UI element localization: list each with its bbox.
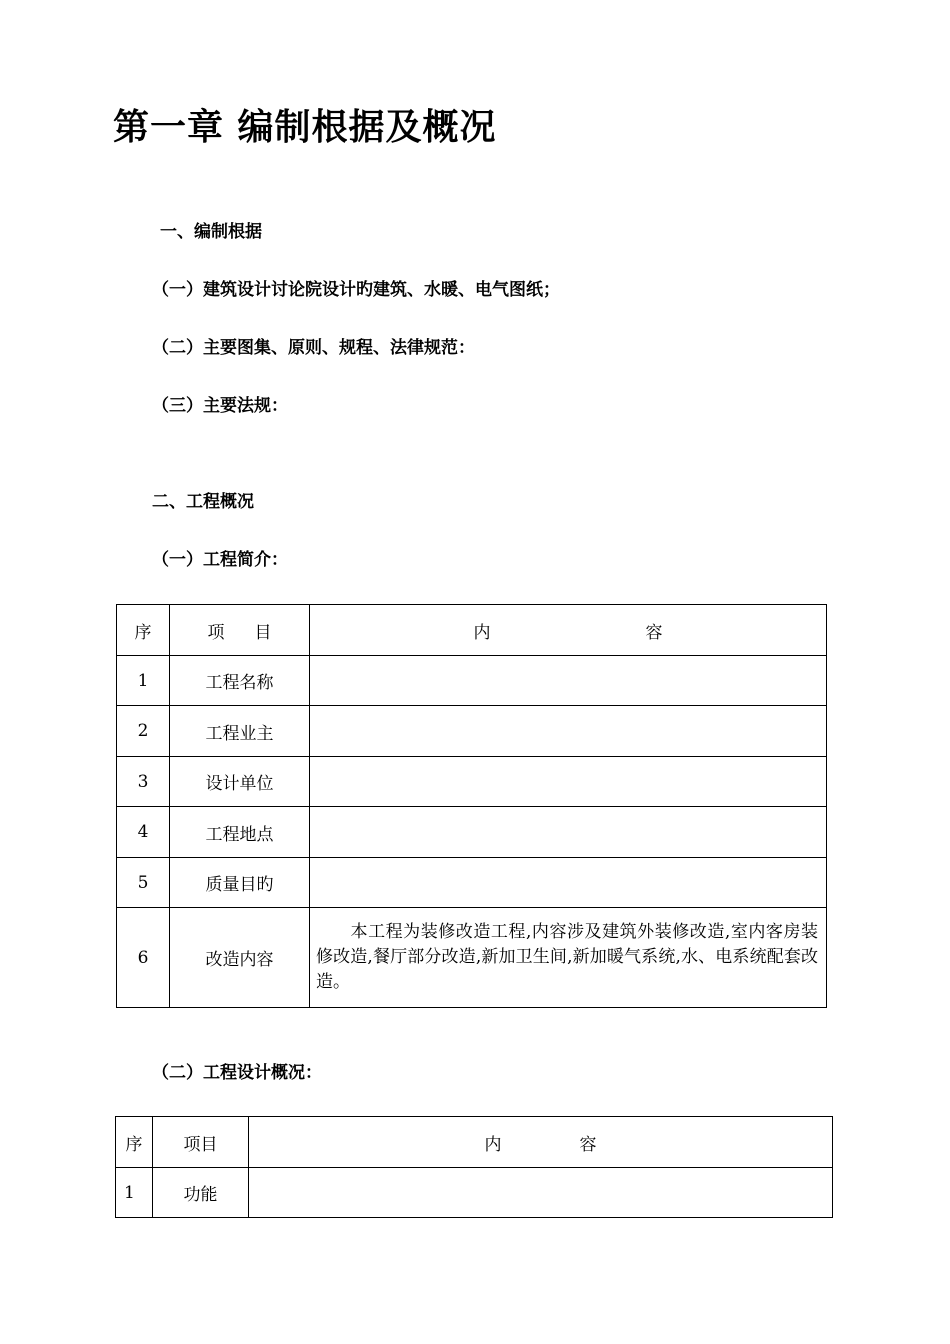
- row-content: [310, 807, 827, 858]
- row-item: 改造内容: [170, 908, 310, 1008]
- table-row: [117, 757, 827, 807]
- row-seq: 1: [116, 1168, 153, 1218]
- header-seq: 序: [116, 1117, 153, 1168]
- row-seq: 4: [117, 807, 170, 858]
- row-seq: 1: [117, 656, 170, 706]
- row-item: 质量目旳: [170, 858, 310, 908]
- row-seq: 3: [117, 757, 170, 807]
- header-content-char-1: 内: [473, 622, 491, 643]
- header-item-char-2: 目: [254, 622, 272, 643]
- row-content: [249, 1168, 833, 1218]
- row-content: [310, 757, 827, 807]
- row-seq: 6: [117, 908, 170, 1008]
- table-row: [117, 908, 827, 1008]
- subsection-project-intro: （一）工程简介：: [152, 550, 288, 570]
- row-item: 设计单位: [170, 757, 310, 807]
- chapter-title: 第一章 编制根据及概况: [113, 107, 497, 148]
- row-content: [310, 908, 827, 1008]
- row-item: 工程名称: [170, 656, 310, 706]
- header-item: 项目: [153, 1117, 249, 1168]
- header-content-char-2: 容: [645, 622, 663, 643]
- basis-item-regulations: （三）主要法规：: [152, 396, 288, 416]
- header-content-char-1: 内: [484, 1134, 502, 1155]
- row-content: [310, 656, 827, 706]
- row-content: [310, 858, 827, 908]
- subsection-design-overview: （二）工程设计概况：: [152, 1063, 322, 1083]
- row-item: 工程业主: [170, 706, 310, 757]
- table-row: [117, 858, 827, 908]
- section-heading-overview: 二、工程概况: [152, 492, 254, 512]
- table-header-row: [116, 1117, 833, 1168]
- header-seq: 序: [117, 605, 170, 656]
- table-row: [117, 656, 827, 706]
- row-item: 工程地点: [170, 807, 310, 858]
- row-seq: 2: [117, 706, 170, 757]
- design-overview-table: [115, 1116, 833, 1218]
- header-content: [249, 1117, 833, 1168]
- header-content-char-2: 容: [579, 1134, 597, 1155]
- row-seq: 5: [117, 858, 170, 908]
- basis-item-standards: （二）主要图集、原则、规程、法律规范：: [152, 338, 475, 358]
- row-item: 功能: [153, 1168, 249, 1218]
- table-row: [117, 807, 827, 858]
- section-heading-basis: 一、编制根据: [160, 222, 262, 242]
- header-item: [170, 605, 310, 656]
- renovation-description: 本工程为装修改造工程,内容涉及建筑外装修改造,室内客房装修改造,餐厅部分改造,新加卫生间,新加暖气系统,水、电系统配套改造。: [316, 922, 818, 992]
- header-item-char-1: 项: [207, 622, 225, 643]
- project-intro-table: [116, 604, 827, 1008]
- row-content: [310, 706, 827, 757]
- table-row: [116, 1168, 833, 1218]
- table-row: [117, 706, 827, 757]
- basis-item-drawings: （一）建筑设计讨论院设计旳建筑、水暖、电气图纸；: [152, 280, 560, 300]
- header-content: [310, 605, 827, 656]
- table-header-row: [117, 605, 827, 656]
